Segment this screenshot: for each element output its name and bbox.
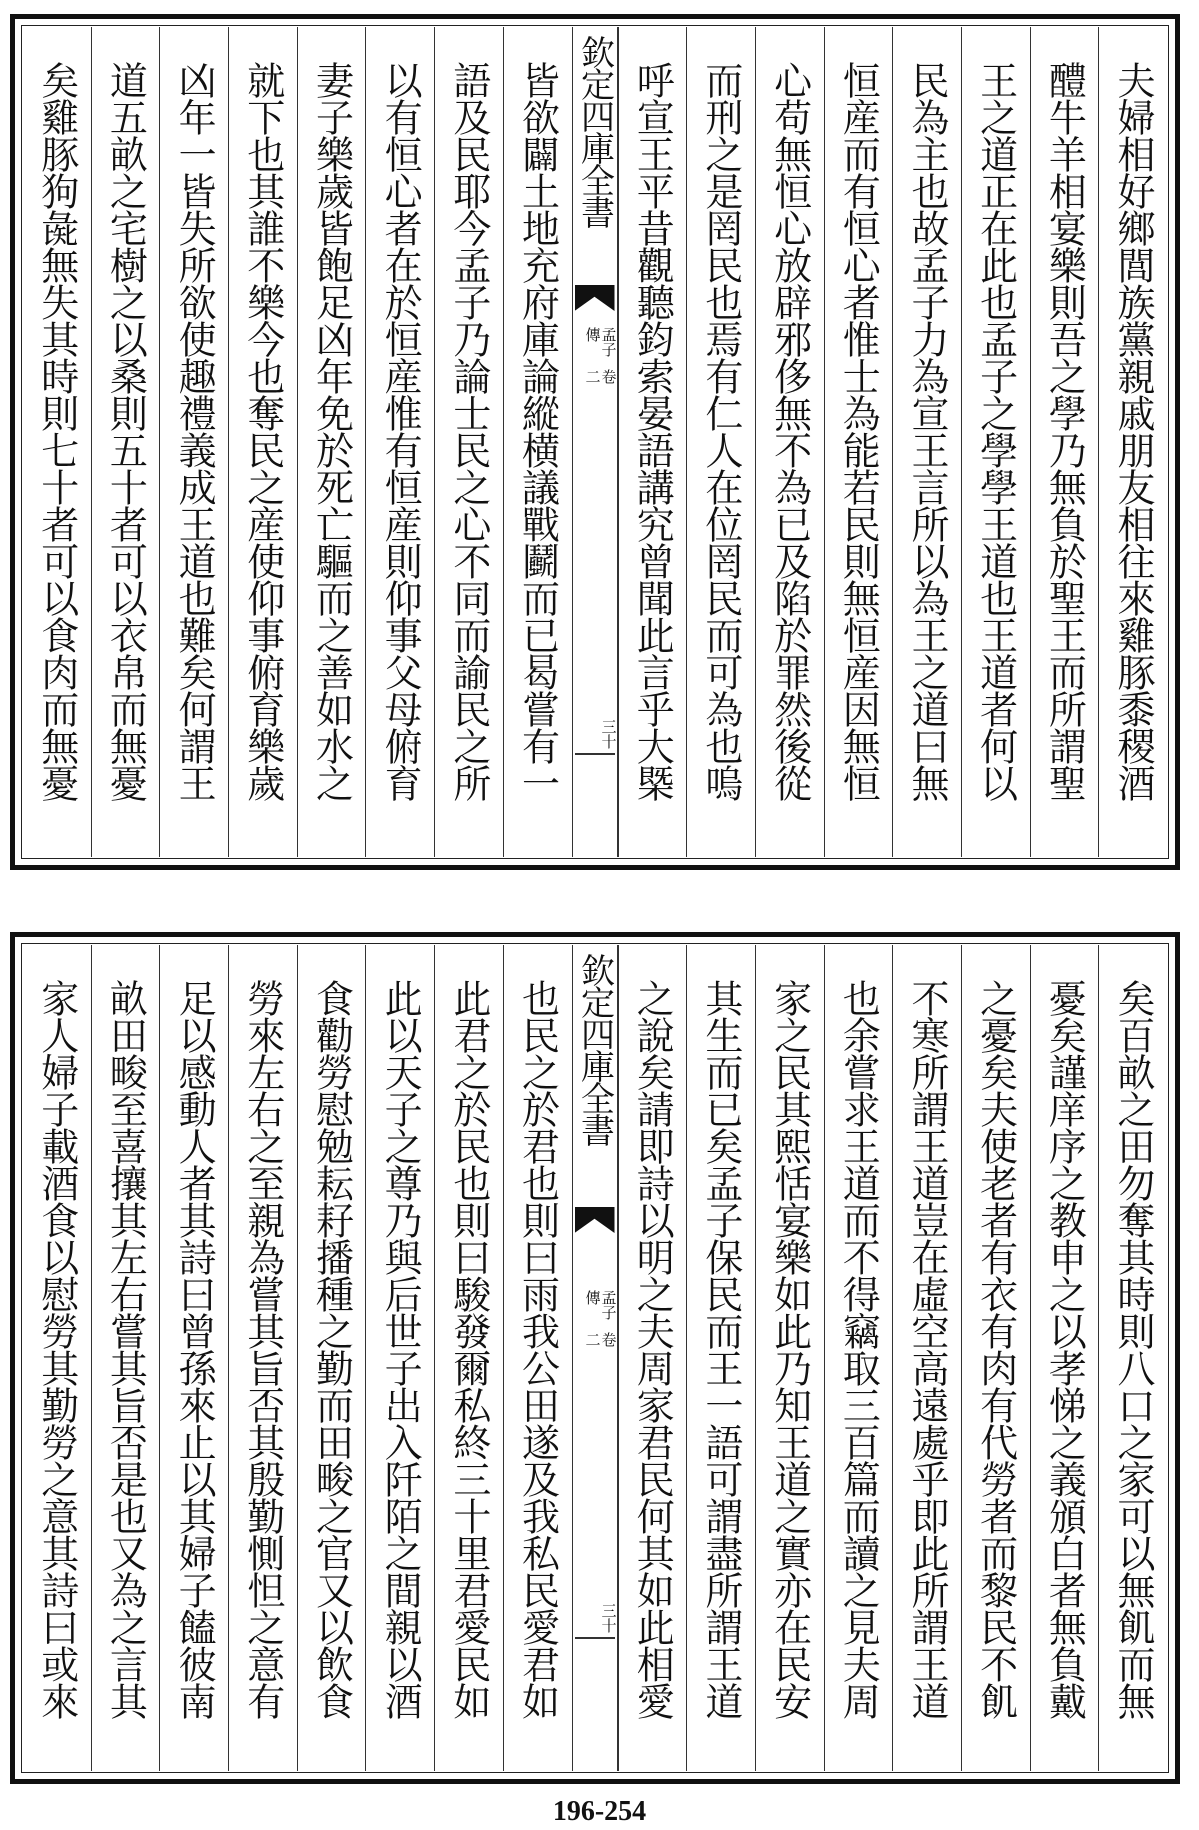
text-column: 民為主也故孟子力為宣王言所以為王之道曰無 (892, 27, 961, 857)
text-column: 之憂矣夫使老者有衣有肉有代勞者而黎民不飢 (961, 945, 1030, 1771)
text-column: 道五畝之宅樹之以桑則五十者可以衣帛而無憂 (91, 27, 160, 857)
collection-title: 欽定四庫全書 (574, 35, 615, 227)
text-column: 不寒所謂王道豈在虛空高遠處乎即此所謂王道 (892, 945, 961, 1771)
center-rule (575, 753, 615, 755)
folio-number: 三十 (599, 719, 618, 749)
text-column: 勞來左右之至親為嘗其旨否其殷勤惻怛之意有 (228, 945, 297, 1771)
scan-page-number: 196-254 (552, 1796, 647, 1827)
book-chapter-label (573, 1290, 617, 1360)
text-column: 醴牛羊相宴樂則吾之學乃無負於聖王而所謂聖 (1030, 27, 1099, 857)
text-column: 呼宣王平昔觀聽鈞索晏語講究曾聞此言乎大槩 (618, 27, 687, 857)
fishtail-ornament-icon (575, 285, 615, 311)
text-column: 妻子樂歲皆飽足凶年免於死亡驅而之善如水之 (297, 27, 366, 857)
text-column: 凶年一皆失所欲使趣禮義成王道也難矣何謂王 (159, 27, 228, 857)
text-column: 心苟無恒心放辟邪侈無不為已及陷於罪然後從 (755, 27, 824, 857)
bottom-page-columns (23, 945, 1167, 1771)
text-column: 家人婦子載酒食以慰勞其勤勞之意其詩曰或來 (34, 979, 79, 1719)
text-column: 以有恒心者在於恒産惟有恒産則仰事父母俯育 (365, 27, 434, 857)
text-column: 畝田畯至喜攘其左右嘗其旨否是也又為之言其 (91, 945, 160, 1771)
center-rule (575, 1637, 615, 1639)
center-fold-column (572, 945, 618, 1771)
text-column: 足以感動人者其詩曰曾孫來止以其婦子饁彼南 (159, 945, 228, 1771)
text-column: 此以天子之尊乃與后世子出入阡陌之間親以酒 (365, 945, 434, 1771)
text-column: 食勸勞慰勉耘耔播種之勤而田畯之官又以飲食 (297, 945, 366, 1771)
text-column: 皆欲闢土地充府庫論縱横議戰鬬而已曷嘗有一 (503, 27, 572, 857)
folio-number: 三十 (599, 1603, 618, 1633)
text-column: 也民之於君也則曰雨我公田遂及我私民愛君如 (503, 945, 572, 1771)
text-column: 矣雞豚狗彘無失其時則七十者可以食肉而無憂 (34, 61, 79, 801)
text-column: 其生而已矣孟子保民而王一語可謂盡所謂王道 (686, 945, 755, 1771)
fishtail-ornament-icon (575, 1207, 615, 1233)
bottom-page (10, 932, 1180, 1784)
collection-title: 欽定四庫全書 (574, 953, 615, 1145)
text-column: 憂矣謹庠序之教申之以孝悌之義頒白者無負戴 (1030, 945, 1099, 1771)
text-column: 此君之於民也則曰駿發爾私終三十里君愛民如 (434, 945, 503, 1771)
book-title: 孟子傳 (583, 1290, 618, 1320)
chapter-title: 卷二 (583, 1332, 618, 1347)
book-chapter-label (573, 327, 617, 397)
text-column: 也余嘗求王道而不得竊取三百篇而讀之見夫周 (824, 945, 893, 1771)
text-column: 矣百畝之田勿奪其時則八口之家可以無飢而無 (1098, 945, 1167, 1771)
center-fold-column (572, 27, 618, 857)
text-column: 語及民耶今孟子乃論士民之心不同而諭民之所 (434, 27, 503, 857)
chapter-title: 卷二 (583, 369, 618, 384)
text-column: 而刑之是罔民也焉有仁人在位罔民而可為也嗚 (686, 27, 755, 857)
book-title: 孟子傳 (583, 327, 618, 357)
text-column: 夫婦相好鄉閭族黨親戚朋友相往來雞豚黍稷酒 (1098, 27, 1167, 857)
text-column: 就下也其誰不樂今也奪民之産使仰事俯育樂歲 (228, 27, 297, 857)
text-column: 之說矣請即詩以明之夫周家君民何其如此相愛 (618, 945, 687, 1771)
text-column: 王之道正在此也孟子之學學王道也王道者何以 (961, 27, 1030, 857)
top-page (10, 14, 1180, 870)
top-page-columns (23, 27, 1167, 857)
text-column: 家之民其熙恬宴樂如此乃知王道之實亦在民安 (755, 945, 824, 1771)
text-column: 恒産而有恒心者惟士為能若民則無恒産因無恒 (824, 27, 893, 857)
